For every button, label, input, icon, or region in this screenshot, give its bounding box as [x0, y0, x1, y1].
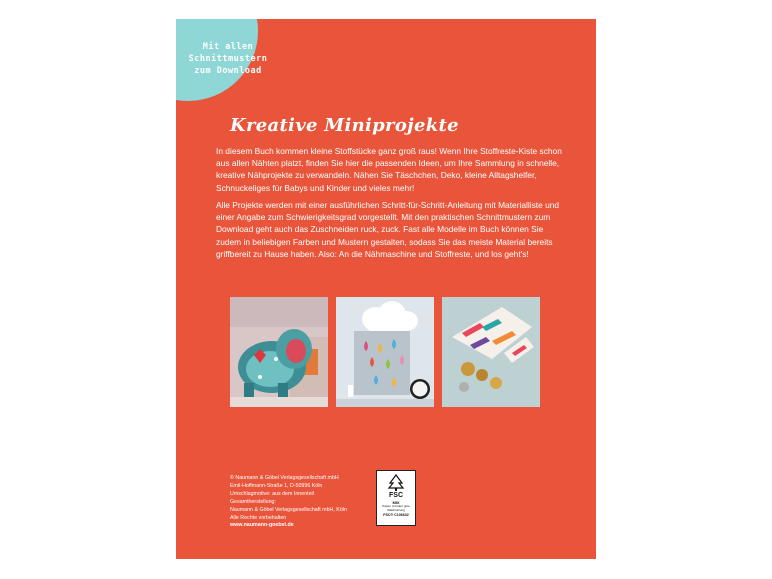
elephant-image: [230, 297, 328, 407]
imprint-line: Alle Rechte vorbehalten: [230, 514, 287, 521]
imprint-line: Gesamtherstellung:: [230, 498, 276, 505]
badge-text: [178, 41, 278, 77]
book-back-cover: [176, 19, 596, 559]
fsc-label: [376, 470, 416, 526]
imprint-line: Umschlagmotive: aus dem Innenteil: [230, 490, 314, 497]
headline: Kreative Miniprojekte: [230, 115, 459, 136]
elephant-photo: [230, 297, 328, 407]
badge-line: zum Download: [194, 66, 262, 76]
badge-line: Schnittmustern: [188, 54, 268, 64]
intro-paragraph: In diesem Buch kommen kleine Stoffstücke ganz groß raus! Wenn Ihre Stoffreste-Kiste schon aus allen Nähten platzt, finden Sie hier die passenden Ideen, um Ihre Sammlung in schnelle, kreative Nähprojekte zu verwandeln. Nähen Sie Täschchen, Deko, kleine Alltagshelfer, Schnuckeliges für Babys und Kinder und vieles mehr!: [216, 146, 562, 193]
badge-line: Mit allen: [202, 42, 254, 52]
fsc-subline: Papier | Fördert gute Waldnutzung: [382, 504, 410, 512]
purse-photo: [442, 297, 540, 407]
cloud-image: [336, 297, 434, 407]
publisher-website: www.naumann-goebel.de: [230, 522, 294, 529]
fsc-tree-icon: [387, 474, 405, 492]
imprint-line: © Naumann & Göbel Verlagsgesellschaft mbH: [230, 475, 339, 481]
details-paragraph: Alle Projekte werden mit einer ausführlichen Schritt-für-Schritt-Anleitung mit Materialliste und einer Angabe zum Schwierigkeitsgrad vorgestellt. Mit den praktischen Schnittmustern zum Download geht auch das Zuschneiden ruck, zuck. Fast alle Modelle im Buch können Sie zudem in beliebigen Farben und Mustern gestalten, sodass Sie das meiste Material bereits griffbereit zu Hause haben. Also: An die Nähmaschine und Stoffreste, und los geht's!: [216, 200, 560, 259]
imprint-line: Emil-Hoffmann-Straße 1, D-50996 Köln: [230, 482, 323, 489]
purse-image: [442, 297, 540, 407]
imprint-line: Naumann & Göbel Verlagsgesellschaft mbH, Köln: [230, 506, 347, 513]
fsc-logo-text: FSC: [389, 492, 403, 499]
fsc-code: FSC® C106632: [383, 513, 409, 517]
fsc-mix-text: MIX: [392, 500, 400, 505]
cloud-photo: [336, 297, 434, 407]
photo-strip: [230, 297, 544, 407]
